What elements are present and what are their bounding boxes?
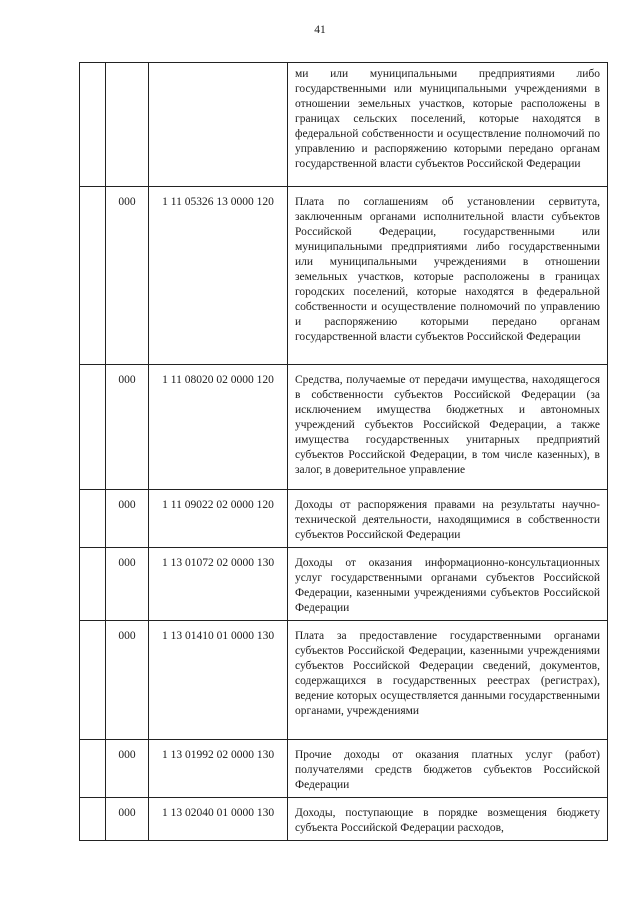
description-cell: Плата по соглашениям об установлении сервитута, заключенным органами исполнительной власти субъектов Российской Федерации, государственными или муниципальными предприятиями либо государственными или муниципальными учреждениями в отношении земельных участков, которые расположены в границах городских поселений, которые находятся в федеральной собственности и осуществление полномочий по управлению и распоряжению которыми передано органам государственной власти субъектов Российской Федерации bbox=[288, 187, 608, 365]
blank-cell bbox=[80, 490, 106, 548]
description-cell: Средства, получаемые от передачи имущества, находящегося в собственности субъектов Российской Федерации (за исключением имущества бюджетных и автономных учреждений субъектов Российской Федерации, а также имущества государственных унитарных предприятий субъектов Российской Федерации, в том числе казенных), в залог, в доверительное управление bbox=[288, 365, 608, 490]
admin-code-cell: 000 bbox=[106, 621, 149, 740]
page-number: 41 bbox=[314, 24, 326, 36]
table-row bbox=[80, 798, 608, 841]
revenue-codes-table bbox=[79, 62, 608, 841]
budget-code-cell: 1 13 01072 02 0000 130 bbox=[149, 548, 288, 621]
budget-code-cell bbox=[149, 63, 288, 187]
table-row bbox=[80, 490, 608, 548]
blank-cell bbox=[80, 798, 106, 841]
admin-code-cell: 000 bbox=[106, 490, 149, 548]
admin-code-cell: 000 bbox=[106, 365, 149, 490]
admin-code-cell bbox=[106, 63, 149, 187]
admin-code-cell: 000 bbox=[106, 798, 149, 841]
blank-cell bbox=[80, 621, 106, 740]
budget-code-cell: 1 13 01410 01 0000 130 bbox=[149, 621, 288, 740]
blank-cell bbox=[80, 63, 106, 187]
blank-cell bbox=[80, 187, 106, 365]
description-cell: Доходы от оказания информационно-консультационных услуг государственными органами субъектов Российской Федерации, казенными учреждениями субъектов Российской Федерации bbox=[288, 548, 608, 621]
budget-code-cell: 1 11 08020 02 0000 120 bbox=[149, 365, 288, 490]
admin-code-cell: 000 bbox=[106, 187, 149, 365]
table-row bbox=[80, 63, 608, 187]
admin-code-cell: 000 bbox=[106, 548, 149, 621]
budget-code-cell: 1 13 02040 01 0000 130 bbox=[149, 798, 288, 841]
description-cell: Плата за предоставление государственными органами субъектов Российской Федерации, казенными учреждениями субъектов Российской Федерации сведений, документов, содержащихся в государственных реестрах (регистрах), ведение которых осуществляется данными государственными органами, учреждениями bbox=[288, 621, 608, 740]
description-cell: Доходы от распоряжения правами на результаты научно-технической деятельности, находящимися в собственности субъектов Российской Федерации bbox=[288, 490, 608, 548]
budget-code-cell: 1 11 05326 13 0000 120 bbox=[149, 187, 288, 365]
table-row bbox=[80, 740, 608, 798]
blank-cell bbox=[80, 365, 106, 490]
table-row bbox=[80, 621, 608, 740]
description-cell: Доходы, поступающие в порядке возмещения бюджету субъекта Российской Федерации расходов, bbox=[288, 798, 608, 841]
blank-cell bbox=[80, 548, 106, 621]
admin-code-cell: 000 bbox=[106, 740, 149, 798]
budget-code-cell: 1 13 01992 02 0000 130 bbox=[149, 740, 288, 798]
table-row bbox=[80, 187, 608, 365]
budget-code-cell: 1 11 09022 02 0000 120 bbox=[149, 490, 288, 548]
table-row bbox=[80, 365, 608, 490]
blank-cell bbox=[80, 740, 106, 798]
description-cell: ми или муниципальными предприятиями либо государственными или муниципальными учреждениями в отношении земельных участков, которые расположены в границах сельских поселений, которые находятся в федеральной собственности и осуществление полномочий по управлению и распоряжению которыми передано органам государственной власти субъектов Российской Федерации bbox=[288, 63, 608, 187]
table-row bbox=[80, 548, 608, 621]
description-cell: Прочие доходы от оказания платных услуг (работ) получателями средств бюджетов субъектов Российской Федерации bbox=[288, 740, 608, 798]
